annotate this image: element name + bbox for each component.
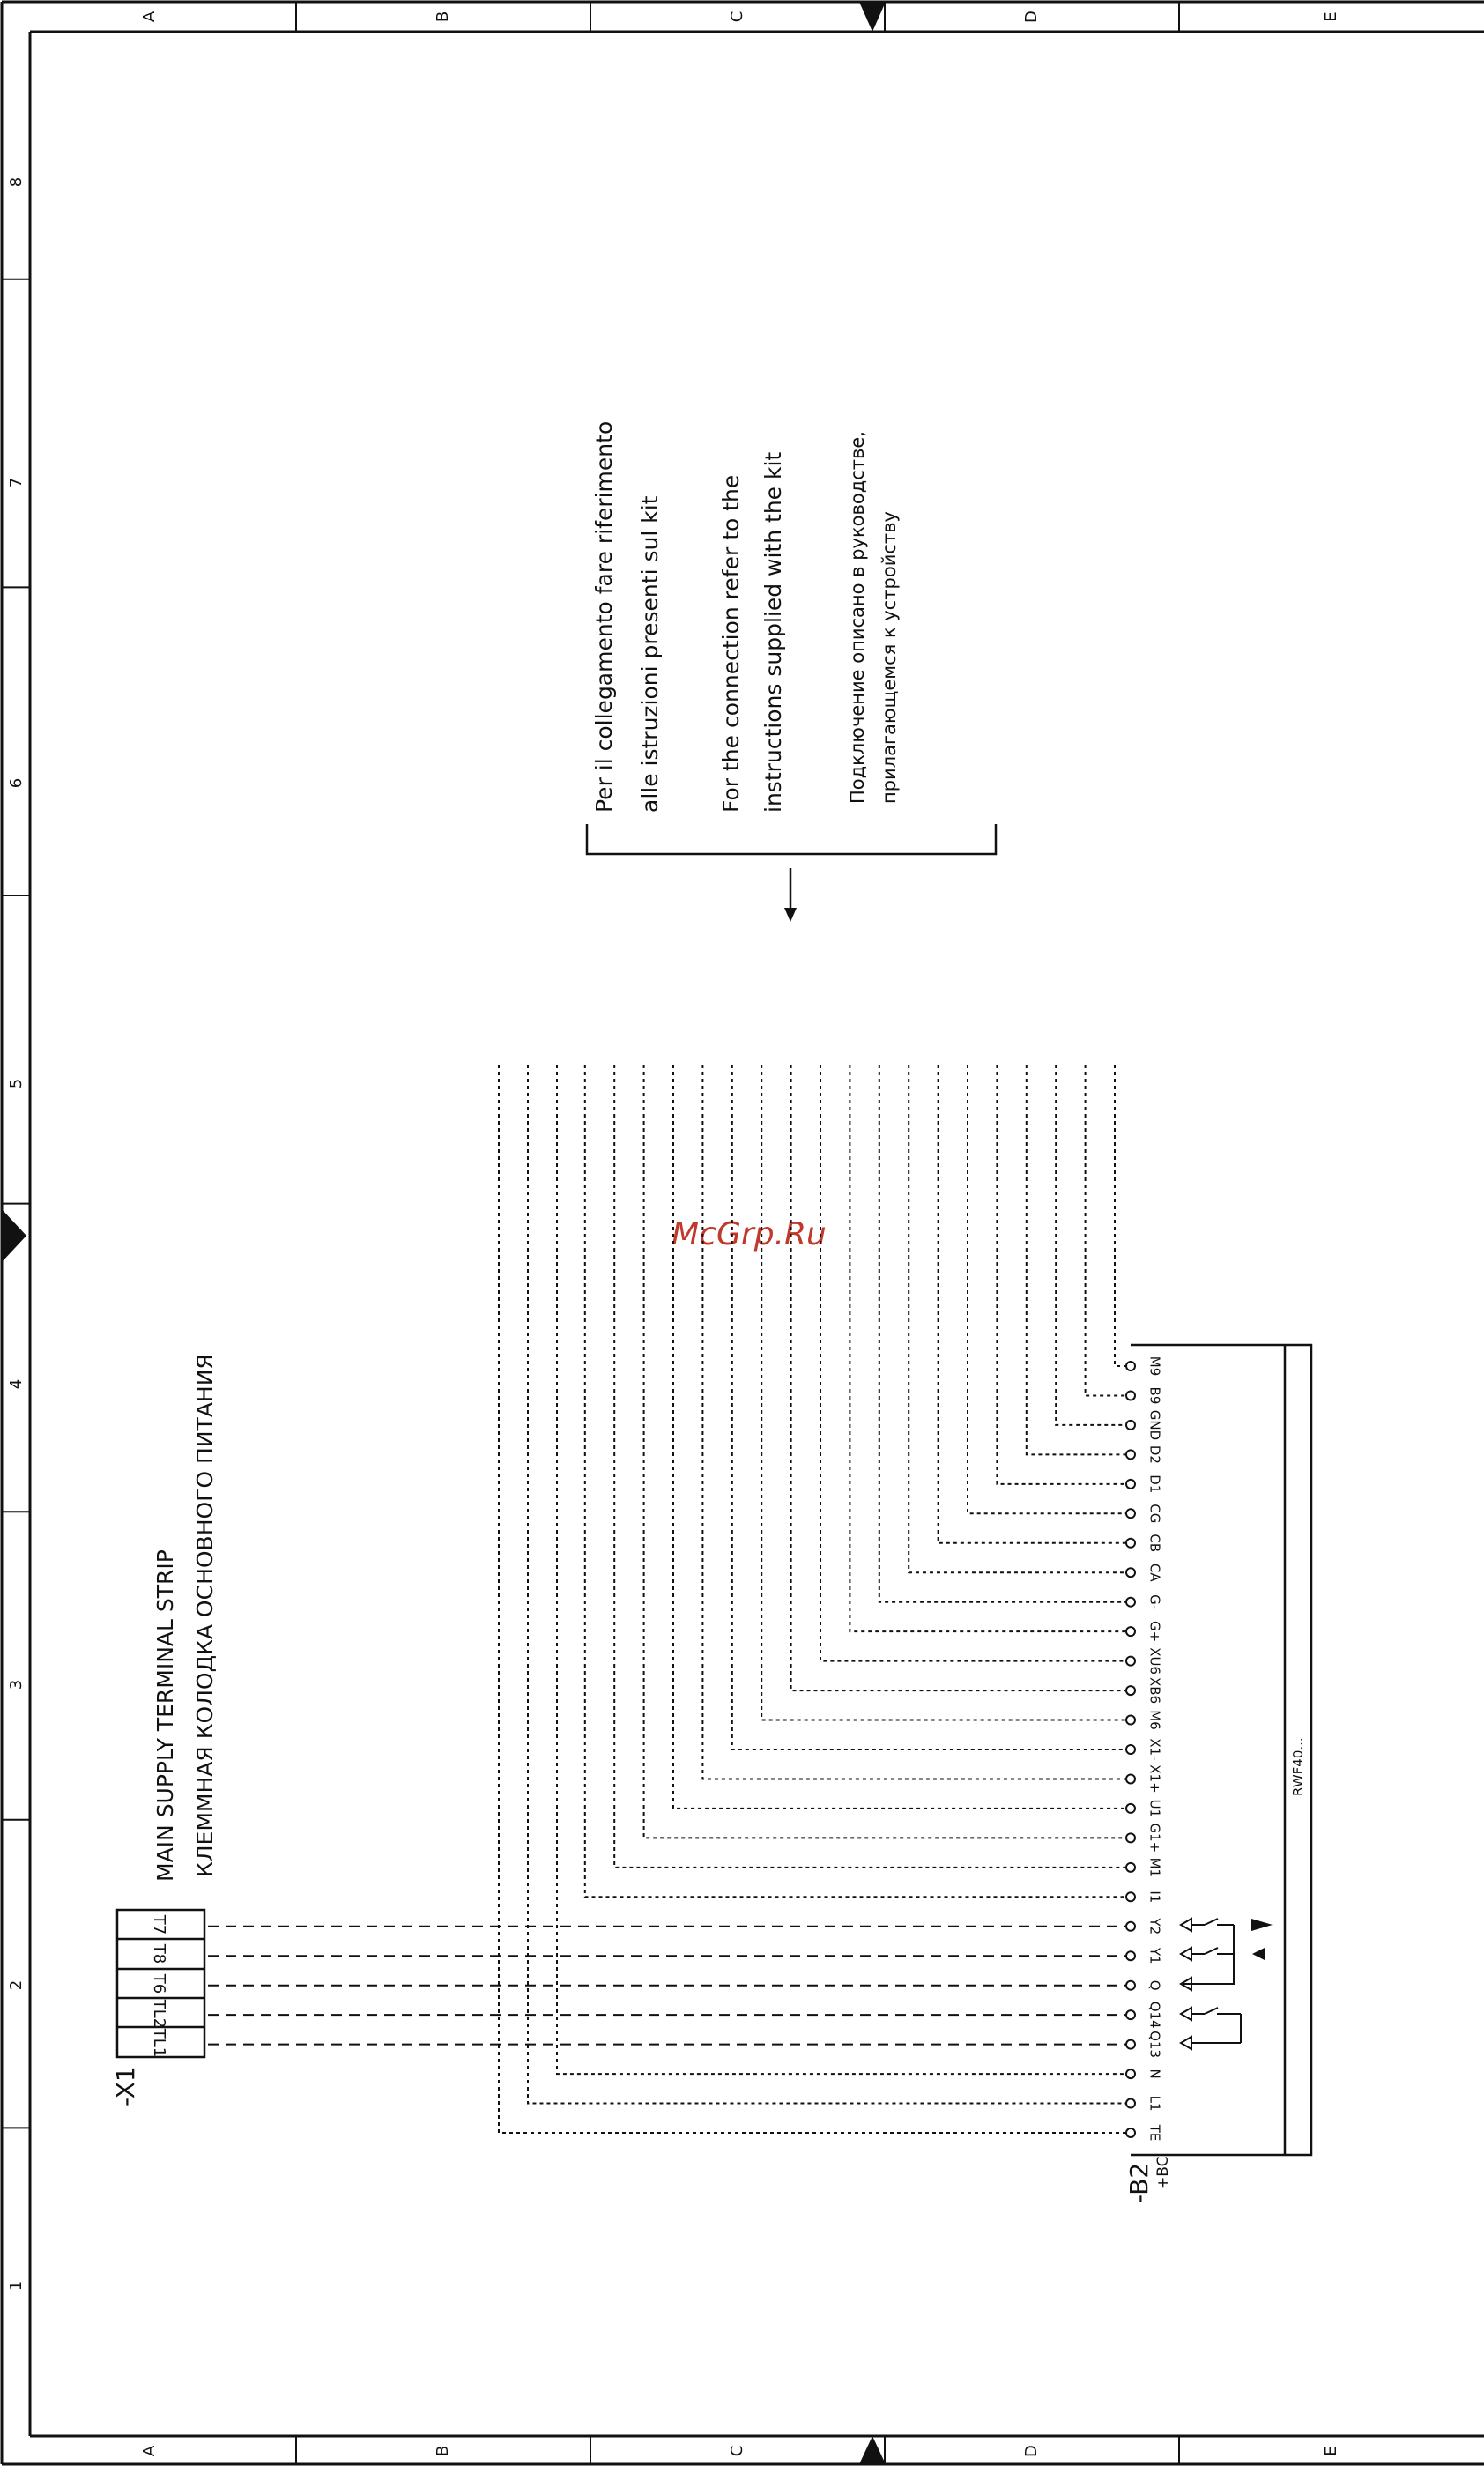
supply-terminal-tl1: TL1 xyxy=(150,2028,168,2058)
row-label-7: 7 xyxy=(7,477,26,488)
wire-l1 xyxy=(528,1065,1126,2104)
wire-ca xyxy=(909,1065,1126,1572)
terminal-m6 xyxy=(1126,1716,1135,1725)
supply-strip-title-en: MAIN SUPPLY TERMINAL STRIP xyxy=(152,1549,178,1882)
terminal-q13 xyxy=(1126,2040,1135,2049)
terminal-y1 xyxy=(1126,1951,1135,1960)
terminal-b9 xyxy=(1126,1391,1135,1400)
supply-terminal-t7: T7 xyxy=(150,1914,168,1935)
supply-terminal-labels xyxy=(150,1914,168,2057)
terminal-d2 xyxy=(1126,1450,1135,1459)
wire-d1 xyxy=(997,1065,1126,1484)
terminal-label-q13: Q13 xyxy=(1146,2031,1163,2059)
row-label-4: 4 xyxy=(7,1378,26,1390)
wire-m9 xyxy=(1115,1065,1126,1366)
terminal-l1 xyxy=(1126,2099,1135,2108)
wire-m6 xyxy=(761,1065,1126,1720)
terminal-d1 xyxy=(1126,1480,1135,1489)
terminal-cg xyxy=(1126,1509,1135,1518)
row-label-2: 2 xyxy=(7,1979,26,1991)
terminal-label-g+: G+ xyxy=(1146,1621,1163,1643)
note-it-1: Per il collegamento fare riferimento xyxy=(591,420,617,813)
terminal-label-y2: Y2 xyxy=(1146,1918,1163,1935)
terminal-label-xb6: XB6 xyxy=(1146,1677,1163,1705)
terminal-y2 xyxy=(1126,1922,1135,1931)
contact-symbols xyxy=(1181,1919,1241,2049)
note-bracket xyxy=(587,824,996,908)
terminal-label-m6: M6 xyxy=(1146,1710,1163,1730)
terminal-label-cb: CB xyxy=(1146,1534,1163,1553)
note-en-1: For the connection refer to the xyxy=(718,474,744,813)
terminal-label-te: TE xyxy=(1146,2124,1163,2142)
terminal-gnd xyxy=(1126,1421,1135,1430)
terminal-label-x1-: X1- xyxy=(1146,1738,1163,1761)
wires xyxy=(208,1065,1126,2133)
col-label-top-c: C xyxy=(728,11,746,23)
device-terminals xyxy=(1126,1356,1163,2142)
device-location: +BC xyxy=(1154,2156,1172,2189)
terminal-ca xyxy=(1126,1568,1135,1577)
row-label-3: 3 xyxy=(7,1679,26,1690)
terminal-label-cg: CG xyxy=(1146,1504,1163,1524)
terminal-label-m9: M9 xyxy=(1146,1356,1163,1377)
col-label-bottom-d: D xyxy=(1022,2445,1041,2457)
wire-x1- xyxy=(732,1065,1126,1749)
terminal-label-g1+: G1+ xyxy=(1146,1823,1163,1853)
terminal-label-u1: U1 xyxy=(1146,1799,1163,1818)
row-label-1: 1 xyxy=(7,2280,26,2291)
col-label-top-e: E xyxy=(1322,11,1340,22)
wire-x1+ xyxy=(702,1065,1126,1779)
note-en-2: instructions supplied with the kit xyxy=(761,451,786,813)
col-label-bottom-c: C xyxy=(728,2445,746,2457)
col-label-bottom-a: A xyxy=(140,2445,159,2457)
terminal-label-y1: Y1 xyxy=(1146,1947,1163,1965)
wire-d2 xyxy=(1027,1065,1126,1454)
terminal-m1 xyxy=(1126,1863,1135,1872)
supply-strip-designation: -X1 xyxy=(111,2066,140,2106)
terminal-g+ xyxy=(1126,1627,1135,1636)
note-arrow-icon xyxy=(784,908,797,922)
terminal-q xyxy=(1126,1981,1135,1990)
wire-cg xyxy=(968,1065,1126,1513)
terminal-label-l1: L1 xyxy=(1146,2095,1163,2112)
terminal-label-q: Q xyxy=(1146,1979,1163,1991)
terminal-label-ca: CA xyxy=(1146,1563,1163,1582)
supply-terminal-tl2: TL2 xyxy=(150,1999,168,2029)
terminal-label-x1+: X1+ xyxy=(1146,1764,1163,1794)
terminal-m9 xyxy=(1126,1362,1135,1370)
terminal-u1 xyxy=(1126,1804,1135,1813)
wire-b9 xyxy=(1086,1065,1126,1395)
note-ru-1: Подключение описано в руководстве, xyxy=(847,431,868,804)
terminal-label-gnd: GND xyxy=(1146,1409,1163,1441)
wire-n xyxy=(557,1065,1126,2074)
device-model: RWF40... xyxy=(1290,1737,1306,1796)
terminal-label-g-: G- xyxy=(1146,1594,1163,1610)
supply-strip-title-ru: КЛЕММНАЯ КОЛОДКА ОСНОВНОГО ПИТАНИЯ xyxy=(192,1354,218,1877)
wire-u1 xyxy=(673,1065,1126,1809)
terminal-te xyxy=(1126,2128,1135,2137)
device-designation: -B2 xyxy=(1124,2162,1154,2203)
note-it-2: alle istruzioni presenti sul kit xyxy=(637,495,663,813)
col-label-bottom-b: B xyxy=(434,2445,452,2457)
terminal-label-n: N xyxy=(1146,2069,1163,2079)
wire-g1+ xyxy=(644,1065,1126,1838)
terminal-label-q14: Q14 xyxy=(1146,2001,1163,2029)
wire-xu6 xyxy=(820,1065,1126,1661)
col-label-top-b: B xyxy=(434,11,452,23)
wire-g- xyxy=(879,1065,1126,1602)
frame-ticks xyxy=(2,2,1179,2464)
supply-terminal-t6: T6 xyxy=(150,1973,168,1994)
terminal-label-m1: M1 xyxy=(1146,1857,1163,1878)
row-label-6: 6 xyxy=(7,777,26,789)
terminal-xb6 xyxy=(1126,1686,1135,1695)
terminal-label-xu6: XU6 xyxy=(1146,1647,1163,1675)
wire-xb6 xyxy=(791,1065,1126,1690)
terminal-i1 xyxy=(1126,1892,1135,1901)
indicator-arrow-icons xyxy=(1251,1919,1273,1960)
col-label-top-d: D xyxy=(1022,11,1041,23)
row-label-8: 8 xyxy=(7,176,26,188)
wire-m1 xyxy=(614,1065,1126,1868)
terminal-q14 xyxy=(1126,2010,1135,2019)
connection-note xyxy=(591,421,900,813)
terminal-g- xyxy=(1126,1598,1135,1607)
wire-i1 xyxy=(585,1065,1126,1897)
watermark: McGrp.Ru xyxy=(672,1216,827,1252)
wire-gnd xyxy=(1056,1065,1126,1425)
terminal-label-d1: D1 xyxy=(1146,1474,1163,1494)
col-label-top-a: A xyxy=(140,11,159,23)
terminal-x1+ xyxy=(1126,1774,1135,1783)
terminal-g1+ xyxy=(1126,1833,1135,1842)
terminal-label-b9: B9 xyxy=(1146,1386,1163,1405)
terminal-label-d2: D2 xyxy=(1146,1445,1163,1464)
col-label-bottom-e: E xyxy=(1322,2446,1340,2456)
row-label-5: 5 xyxy=(7,1078,26,1089)
wire-cb xyxy=(939,1065,1126,1543)
terminal-xu6 xyxy=(1126,1657,1135,1666)
terminal-n xyxy=(1126,2069,1135,2078)
terminal-cb xyxy=(1126,1539,1135,1548)
terminal-x1- xyxy=(1126,1745,1135,1754)
note-ru-2: прилагающемся к устройству xyxy=(879,511,900,804)
supply-terminal-t8: T8 xyxy=(150,1943,168,1965)
terminal-label-i1: I1 xyxy=(1146,1890,1163,1904)
